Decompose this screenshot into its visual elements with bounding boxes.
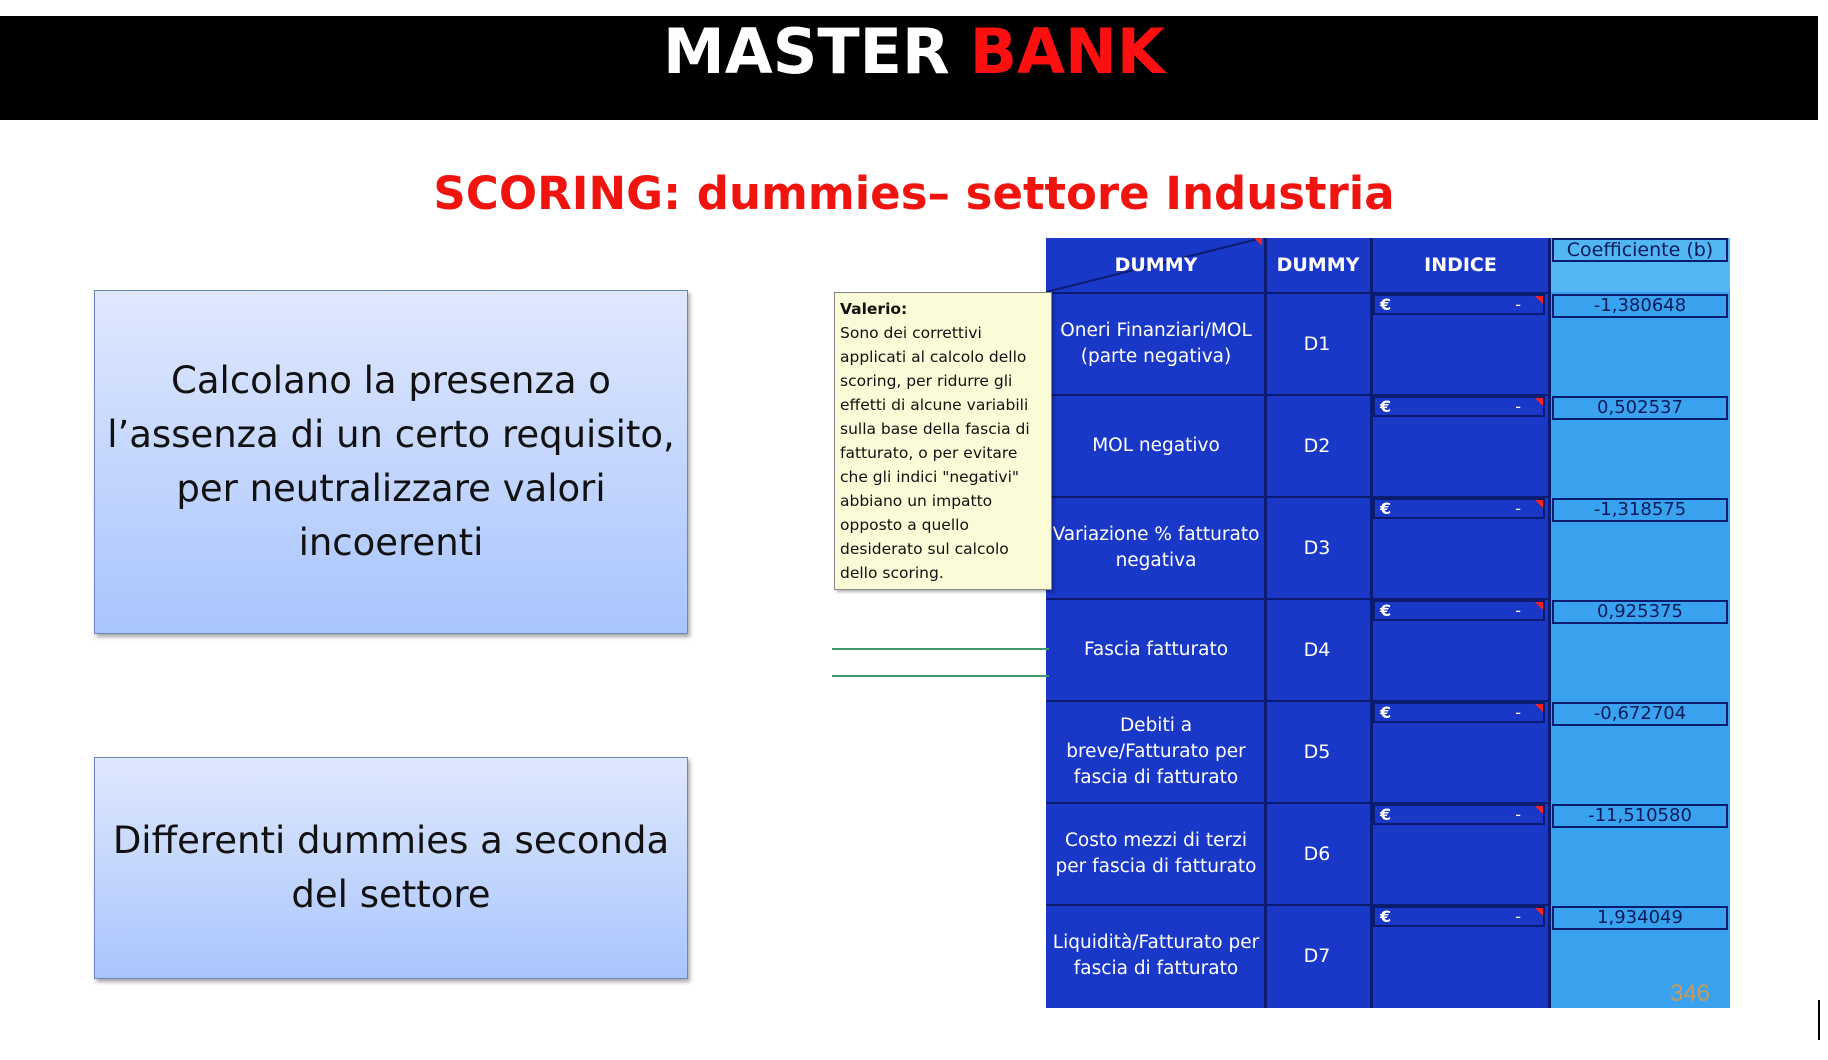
index-value: - [1515, 499, 1521, 518]
header-dummy-code: DUMMY [1276, 254, 1360, 276]
info-box-requisito-text: Calcolano la presenza o l’assenza di un certo requisito, per neutralizzare valori incoerenti [107, 359, 675, 564]
coef-cell[interactable]: -11,510580 [1552, 804, 1728, 828]
comment-marker-icon [1535, 398, 1543, 406]
sheet-line [832, 675, 1049, 677]
row-name: Debiti a breve/Fatturato per fascia di fatturato [1066, 715, 1246, 788]
row-name: Liquidità/Fatturato per fascia di fatturato [1052, 932, 1260, 979]
comment-author: Valerio: [840, 300, 908, 318]
comment-marker-icon [1535, 704, 1543, 712]
row-code: D5 [1303, 741, 1331, 763]
info-box-settore-text: Differenti dummies a seconda del settore [112, 819, 670, 916]
index-value: - [1515, 703, 1521, 722]
index-value: - [1515, 601, 1521, 620]
slide-title: SCORING: dummies– settore Industria [433, 167, 1395, 220]
comment-text: Sono dei correttivi applicati al calcolo dello scoring, per ridurre gli effetti di alcune variabili sulla base della fascia di fatturato, o per evitare che gli indici "negativi" abbiano un impatto opposto a quello desiderato sul calcolo dello scoring. [840, 324, 1030, 582]
row-code: D4 [1303, 639, 1331, 661]
index-cell[interactable] [1373, 294, 1545, 315]
euro-icon: € [1380, 601, 1392, 620]
grid-line [1548, 238, 1551, 1008]
euro-icon: € [1380, 907, 1392, 926]
brand-title [0, 15, 1828, 88]
brand-bank: BANK [969, 15, 1165, 88]
row-name: Oneri Finanziari/MOL (parte negativa) [1060, 320, 1252, 367]
comment-marker-icon [1535, 806, 1543, 814]
row-name: Fascia fatturato [1083, 639, 1229, 660]
header-indice: INDICE [1424, 254, 1497, 276]
grid-line [1370, 238, 1373, 1008]
info-box-requisito [94, 290, 688, 634]
text-cursor [1818, 1000, 1820, 1040]
coef-cell[interactable]: 0,502537 [1552, 396, 1728, 420]
coef-cell[interactable]: 0,925375 [1552, 600, 1728, 624]
euro-icon: € [1380, 499, 1392, 518]
index-value: - [1515, 397, 1521, 416]
index-cell[interactable] [1373, 396, 1545, 417]
coef-cell[interactable]: 1,934049 [1552, 906, 1728, 930]
index-value: - [1515, 295, 1521, 314]
row-code: D3 [1303, 537, 1331, 559]
index-value: - [1515, 805, 1521, 824]
brand-master: MASTER [663, 15, 950, 88]
row-name: Variazione % fatturato negativa [1052, 524, 1260, 571]
coef-cell[interactable]: -1,318575 [1552, 498, 1728, 522]
euro-icon: € [1380, 397, 1392, 416]
cell-comment [834, 292, 1052, 590]
comment-marker-icon [1535, 296, 1543, 304]
sheet-line [832, 648, 1049, 650]
comment-marker-icon [1535, 500, 1543, 508]
row-code: D2 [1303, 435, 1331, 457]
coef-cell[interactable]: -0,672704 [1552, 702, 1728, 726]
row-code: D1 [1303, 333, 1331, 355]
coef-cell[interactable]: -1,380648 [1552, 294, 1728, 318]
page-number: 346 [1669, 980, 1711, 1007]
row-code: D6 [1303, 843, 1331, 865]
header-coefficiente: Coefficiente (b) [1552, 238, 1728, 262]
row-code: D7 [1303, 945, 1331, 967]
index-cell[interactable] [1373, 600, 1545, 621]
euro-icon: € [1380, 295, 1392, 314]
comment-marker-icon [1535, 602, 1543, 610]
euro-icon: € [1380, 805, 1392, 824]
index-cell[interactable] [1373, 906, 1545, 927]
index-cell[interactable] [1373, 702, 1545, 723]
euro-icon: € [1380, 703, 1392, 722]
info-box-settore [94, 757, 688, 979]
index-value: - [1515, 907, 1521, 926]
row-name: Costo mezzi di terzi per fascia di fatturato [1055, 830, 1257, 877]
comment-marker-icon [1535, 908, 1543, 916]
index-cell[interactable] [1373, 498, 1545, 519]
row-name: MOL negativo [1092, 435, 1220, 456]
header-dummy-name: DUMMY [1114, 254, 1198, 276]
index-cell[interactable] [1373, 804, 1545, 825]
